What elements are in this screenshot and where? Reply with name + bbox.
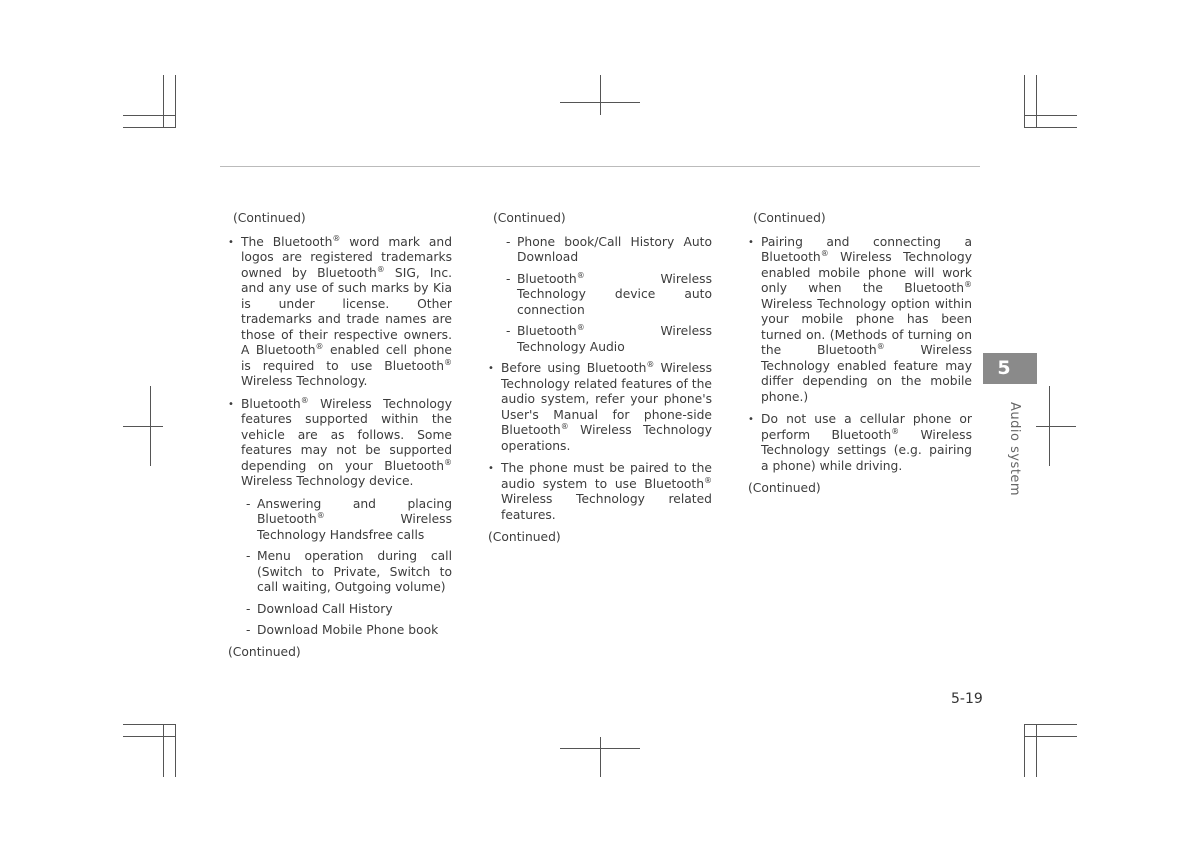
crop-mark xyxy=(175,724,176,777)
continued-label: (Continued) xyxy=(493,211,566,225)
continued-label: (Continued) xyxy=(748,481,821,495)
bullet-item: • Do not use a cellular phone or perform Bluetooth® Wireless Technology settings (e.g. pairing a phone) while driving. xyxy=(748,412,972,474)
sub-list-item: - Download Call History xyxy=(246,601,393,616)
crop-mark xyxy=(1024,115,1077,116)
sub-list-item-text: Bluetooth® Wireless Technology device auto connection xyxy=(517,270,712,317)
text-column-1 xyxy=(228,211,452,660)
sub-list-item-text: Phone book/Call History Auto Download xyxy=(517,234,712,264)
continued-label: (Continued) xyxy=(488,530,561,544)
sub-list-item-text: Menu operation during call (Switch to Private, Switch to call waiting, Outgoing volume) xyxy=(257,549,452,594)
bullet-item: • The Bluetooth® word mark and logos are registered trademarks owned by Bluetooth® SIG, Inc. and any use of such marks by Kia is under license. Other trademarks and trade names are those of their respective owners. A Bluetooth® enabled cell phone is required to use Bluetooth® Wireless Technology. xyxy=(228,235,452,390)
bullet-item: • The phone must be paired to the audio system to use Bluetooth® Wireless Technology related features. xyxy=(488,461,712,523)
text-column-3 xyxy=(748,211,972,497)
crop-mark xyxy=(123,736,176,737)
page-number: 5-19 xyxy=(951,691,983,707)
sub-list-item-text: Download Call History xyxy=(257,601,393,616)
registration-mark xyxy=(600,737,601,777)
chapter-tab xyxy=(983,353,1037,384)
bullet-item: • Pairing and connecting a Bluetooth® Wireless Technology enabled mobile phone will work only when the Bluetooth® Wireless Technology option within your mobile phone has been turned on. (Methods of turning on the Bluetooth® Wireless Technology enabled feature may differ depending on the mobile phone.) xyxy=(748,235,972,406)
crop-mark xyxy=(1036,75,1037,128)
continued-label: (Continued) xyxy=(753,211,826,225)
header-rule xyxy=(220,166,980,167)
crop-mark xyxy=(1024,724,1025,777)
registration-mark xyxy=(123,426,163,427)
crop-mark xyxy=(123,724,176,725)
bullet-item: • Bluetooth® Wireless Technology features supported within the vehicle are as follows. Some features may not be supported depending on your Bluetooth® Wireless Technology device. xyxy=(228,397,452,490)
crop-mark xyxy=(1024,127,1077,128)
continued-label: (Continued) xyxy=(233,211,306,225)
crop-mark xyxy=(1036,724,1037,777)
sub-list-item-text: Answering and placing Bluetooth® Wireless Technology Handsfree calls xyxy=(257,496,452,542)
sub-list-item: - Menu operation during call (Switch to Private, Switch to call waiting, Outgoing volume) xyxy=(246,549,452,594)
text-column-2 xyxy=(488,211,712,546)
crop-mark xyxy=(163,724,164,777)
bullet-item: • Before using Bluetooth® Wireless Technology related features of the audio system, refer your phone's User's Manual for phone-side Bluetooth® Wireless Technology operations. xyxy=(488,361,712,454)
crop-mark xyxy=(1024,736,1077,737)
crop-mark xyxy=(1024,75,1025,128)
sub-list-item: - Bluetooth® Wireless Technology Audio xyxy=(506,322,712,354)
registration-mark xyxy=(560,102,640,103)
sub-list-item: - Bluetooth® Wireless Technology device auto connection xyxy=(506,270,712,317)
chapter-label: Audio system xyxy=(1007,402,1022,497)
sub-list-item-text: Download Mobile Phone book xyxy=(257,623,439,637)
crop-mark xyxy=(163,75,164,128)
continued-label: (Continued) xyxy=(228,644,301,659)
registration-mark xyxy=(600,75,601,115)
sub-list-item: - Download Mobile Phone book xyxy=(246,623,439,637)
crop-mark xyxy=(1024,724,1077,725)
crop-mark xyxy=(175,75,176,128)
sub-list-item: - Phone book/Call History Auto Download xyxy=(506,234,712,264)
crop-mark xyxy=(123,127,176,128)
registration-mark xyxy=(1036,426,1076,427)
sub-list-item-text: Bluetooth® Wireless Technology Audio xyxy=(517,322,712,354)
crop-mark xyxy=(123,115,176,116)
chapter-number: 5 xyxy=(997,357,1011,379)
sub-list-item: - Answering and placing Bluetooth® Wireless Technology Handsfree calls xyxy=(246,496,452,542)
registration-mark xyxy=(560,748,640,749)
